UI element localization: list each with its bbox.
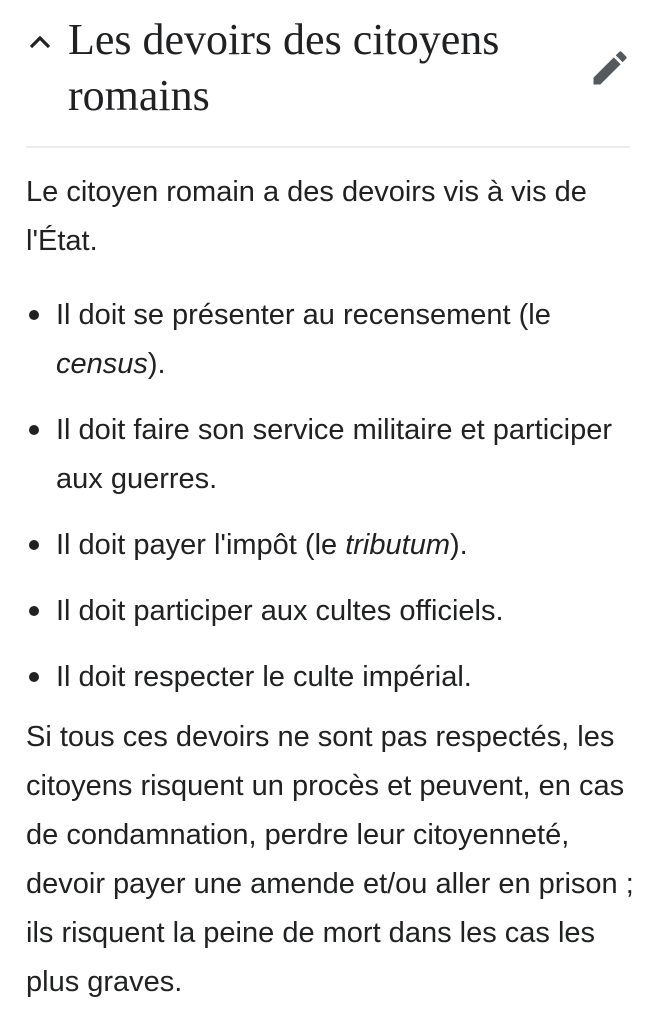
list-item-text: Il doit participer aux cultes officiels. xyxy=(56,595,504,627)
section-title: Les devoirs des citoyens romains xyxy=(68,15,500,120)
pencil-icon xyxy=(588,77,632,94)
conclusion-paragraph: Si tous ces devoirs ne sont pas respectés, les citoyens risquent un procès et peuvent, en cas de condamnation, perdre leur citoyenneté, devoir payer une amende et/ou aller en prison ; ils risquent la peine de mort dans les cas les plus graves. xyxy=(26,721,634,998)
latin-term: tributum xyxy=(345,529,450,561)
section-divider xyxy=(26,146,630,148)
chevron-up-icon[interactable] xyxy=(24,26,56,58)
list-item xyxy=(26,587,636,636)
bullet xyxy=(29,310,39,320)
list-item-text: Il doit respecter le culte impérial. xyxy=(56,661,472,693)
list-item xyxy=(26,653,636,702)
section-content xyxy=(26,168,636,1007)
section-header xyxy=(0,0,659,148)
bullet xyxy=(29,540,39,550)
list-item-text: Il doit se présenter au recensement (le census). xyxy=(56,299,551,380)
bullet xyxy=(29,672,39,682)
bullet xyxy=(29,606,39,616)
list-item xyxy=(26,406,636,504)
edit-button[interactable] xyxy=(588,46,632,90)
list-item-text: Il doit faire son service militaire et participer aux guerres. xyxy=(56,414,613,495)
latin-term: census xyxy=(56,348,148,380)
intro-paragraph: Le citoyen romain a des devoirs vis à vis de l'État. xyxy=(26,176,587,257)
list-item xyxy=(26,291,636,389)
list-item xyxy=(26,521,636,570)
list-item-text: Il doit payer l'impôt (le tributum). xyxy=(56,529,468,561)
duties-list xyxy=(26,291,636,702)
bullet xyxy=(29,425,39,435)
